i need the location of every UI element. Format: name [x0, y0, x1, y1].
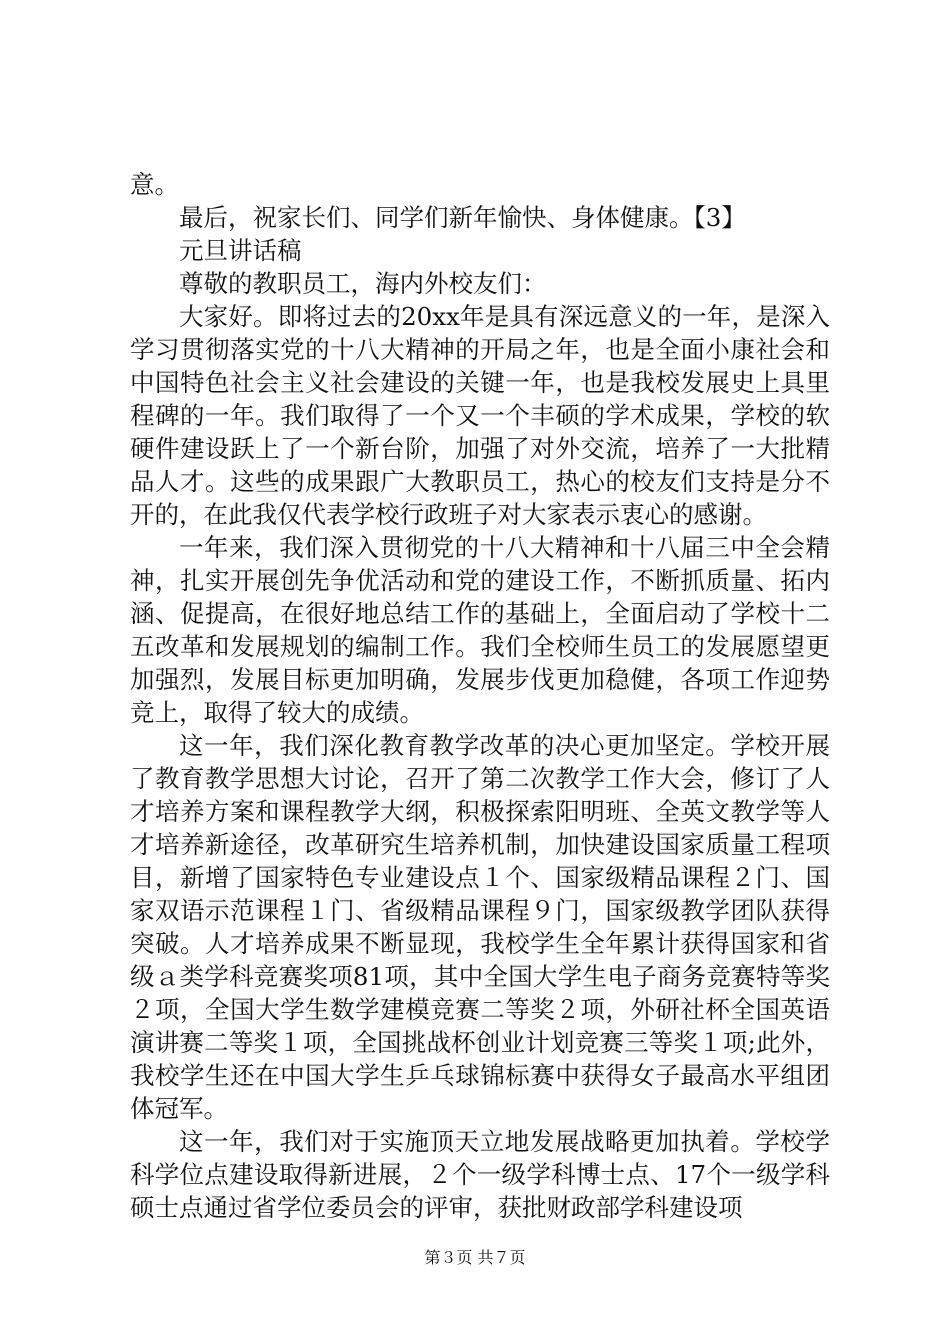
paragraph: 一年来，我们深入贯彻党的十八大精神和十八届三中全会精神，扎实开展创先争优活动和党的建设工作，不断抓质量、拓内涵、促提高，在很好地总结工作的基础上，全面启动了学校十二五改革和发展规划的编制工作。我们全校师生员工的发展愿望更加强烈，发展目标更加明确，发展步伐更加稳健，各项工作迎势竞上，取得了较大的成绩。	[130, 533, 830, 727]
paragraph: 大家好。即将过去的20xx年是具有深远意义的一年，是深入学习贯彻落实党的十八大精神的开局之年，也是全面小康社会和中国特色社会主义社会建设的关键一年，也是我校发展史上具里程碑的一年。我们取得了一个又一个丰硕的学术成果，学校的软硬件建设跃上了一个新台阶，加强了对外交流，培养了一大批精品人才。这些的成果跟广大教职员工，热心的校友们支持是分不开的，在此我仅代表学校行政班子对大家表示衷心的感谢。	[130, 302, 830, 529]
paragraph: 这一年，我们深化教育教学改革的决心更加坚定。学校开展了教育教学思想大讨论，召开了第二次教学工作大会，修订了人才培养方案和课程教学大纲，积极探索阳明班、全英文教学等人才培养新途径，改革研究生培养机制，加快建设国家质量工程项目，新增了国家特色专业建设点１个、国家级精品课程２门、国家双语示范课程１门、省级精品课程９门，国家级教学团队获得突破。人才培养成果不断显现，我校学生全年累计获得国家和省级ａ类学科竞赛奖项81项，其中全国大学生电子商务竞赛特等奖２项，全国大学生数学建模竞赛二等奖２项，外研社杯全国英语演讲赛二等奖１项，全国挑战杯创业计划竞赛三等奖１项;此外，我校学生还在中国大学生乒乓球锦标赛中获得女子最高水平组团体冠军。	[130, 731, 830, 1123]
paragraph: 这一年，我们对于实施顶天立地发展战略更加执着。学校学科学位点建设取得新进展，２个一级学科博士点、17个一级学科硕士点通过省学位委员会的评审，获批财政部学科建设项	[130, 1127, 830, 1222]
salutation: 尊敬的教职员工，海内外校友们：	[179, 269, 547, 298]
page-number-footer: 第３页 共７页	[424, 1248, 526, 1267]
document-body	[130, 168, 830, 1224]
paragraph: 最后，祝家长们、同学们新年愉快、身体健康。【3】	[179, 203, 746, 232]
paragraph: 意。	[130, 170, 179, 199]
section-title: 元旦讲话稿	[179, 236, 302, 265]
